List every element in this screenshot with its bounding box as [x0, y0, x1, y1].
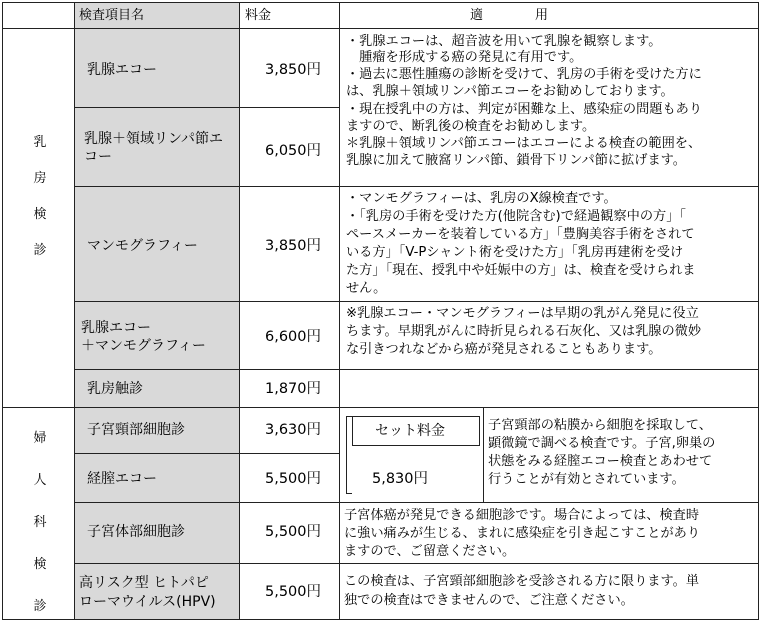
row-cervical-cytology-price-cell: [239, 407, 340, 454]
category-breast-label: 乳 房 検 診: [33, 135, 47, 258]
desc-breast-echo-line: は、乳腺＋領域リンパ節エコーをお勧めしております。: [346, 84, 674, 99]
header-price: 料金: [245, 8, 272, 23]
set-price-label: セット料金: [375, 423, 445, 439]
row-palpation-name: 乳房触診: [87, 381, 143, 397]
desc-breast-echo-line: ・現在授乳中の方は、判定が困難な上、感染症の問題もあり: [346, 102, 703, 117]
desc-hpv-cell: [339, 563, 759, 620]
desc-mammography-line: ・「乳房の手術を受けた方(他院含む)で経過観察中の方」「: [346, 209, 686, 224]
row-cervical-cytology-name: 子宮頸部細胞診: [87, 422, 185, 438]
row-palpation-price: 1,870円: [264, 381, 321, 397]
header-blank-cell: [2, 2, 75, 29]
desc-breast-echo-line: ますので、断乳後の検査をお勧めします。: [346, 119, 596, 134]
header-usage: 適 用: [470, 8, 549, 23]
row-mammography-price-cell: [239, 186, 340, 302]
row-echo-mammo-name-line2: ＋マンモグラフィー: [81, 338, 206, 354]
desc-mammography-line: せん。: [346, 281, 387, 296]
desc-echo-mammo-line: な引きつれなどから癌が発見されることもあります。: [346, 342, 662, 357]
row-breast-lymph-echo-name-line1: 乳腺＋領域リンパ節エ: [84, 131, 224, 147]
row-cervical-cytology-price: 3,630円: [264, 422, 321, 438]
row-endometrial-cytology-name-cell: [74, 502, 240, 564]
row-breast-echo-name-cell: [74, 28, 240, 108]
desc-cervical-cell: [483, 407, 759, 503]
row-hpv-name-cell: [74, 563, 240, 620]
row-transvaginal-echo-price: 5,500円: [264, 471, 321, 487]
set-price-value: 5,830円: [372, 471, 429, 487]
row-hpv-price-cell: [239, 563, 340, 620]
desc-cervical-line: 行うことが有効とされています。: [488, 472, 685, 487]
desc-mammography-line: いる方」「V-Pシャント術を受けた方」「乳房再建術を受け: [346, 245, 684, 260]
header-price-cell: [239, 2, 340, 29]
desc-echo-mammo-line: ちます。早期乳がんに時折見られる石灰化、又は乳腺の微妙: [346, 324, 702, 339]
desc-cervical-line: 状態をみる経膣エコー検査とあわせて: [488, 454, 713, 469]
desc-mammography-line: ペースメーカーを装着している方」「豊胸美容手術をされて: [346, 227, 695, 242]
row-mammography-name: マンモグラフィー: [87, 238, 198, 254]
desc-cervical-line: 子宮頸部の粘膜から細胞を採取して、: [488, 418, 712, 433]
desc-cervical-line: 顕微鏡で調べる検査です。子宮,卵巣の: [488, 436, 716, 451]
row-hpv-name-line1: 高リスク型 ヒトパピ: [79, 575, 209, 591]
row-breast-echo-price-cell: [239, 28, 340, 108]
row-transvaginal-echo-price-cell: [239, 453, 340, 503]
desc-breast-echo-cell: [339, 28, 759, 187]
row-echo-mammo-price: 6,600円: [264, 329, 321, 345]
desc-palpation-cell: [339, 369, 759, 408]
desc-breast-echo-line: ・過去に悪性腫瘍の診断を受けて、乳房の手術を受けた方に: [346, 67, 702, 82]
row-echo-mammo-name-line1: 乳腺エコー: [81, 320, 151, 336]
row-breast-echo-price: 3,850円: [264, 62, 321, 78]
row-breast-echo-name: 乳腺エコー: [87, 62, 157, 78]
desc-echo-mammo-line: ※乳腺エコー・マンモグラフィーは早期の乳がん発見に役立: [346, 306, 699, 321]
desc-endometrial-cell: [339, 502, 759, 564]
row-breast-lymph-echo-price: 6,050円: [264, 143, 321, 159]
desc-mammography-line: ・マンモグラフィーは、乳房のX線検査です。: [346, 191, 617, 206]
row-endometrial-cytology-price-cell: [239, 502, 340, 564]
row-transvaginal-echo-name: 経膣エコー: [87, 471, 157, 487]
category-gyn-cell: [2, 407, 75, 620]
desc-hpv-line: 独での検査はできませんので、ご注意ください。: [344, 593, 634, 608]
header-item-name-cell: [74, 2, 240, 29]
row-echo-mammo-price-cell: [239, 301, 340, 370]
set-price-cell: [339, 407, 484, 503]
row-endometrial-cytology-name: 子宮体部細胞診: [87, 524, 185, 540]
header-usage-cell: [339, 2, 759, 29]
row-transvaginal-echo-name-cell: [74, 453, 240, 503]
desc-mammography-cell: [339, 186, 759, 302]
desc-breast-echo-line: ＊乳腺＋領域リンパ節エコーはエコーによる検査の範囲を、: [346, 136, 702, 151]
row-breast-lymph-echo-price-cell: [239, 107, 340, 187]
desc-breast-echo-line: 乳腺に加えて腋窩リンパ節、鎖骨下リンパ節に拡げます。: [346, 153, 686, 168]
row-mammography-price: 3,850円: [264, 238, 321, 254]
desc-endometrial-line: ますので、ご留意ください。: [344, 544, 516, 559]
row-echo-mammo-name-cell: [74, 301, 240, 370]
category-breast-cell: [2, 28, 75, 408]
header-item-name: 検査項目名: [79, 8, 145, 23]
desc-hpv-line: この検査は、子宮頸部細胞診を受診される方に限ります。単: [344, 574, 700, 589]
row-breast-lymph-echo-name-line2: コー: [84, 149, 112, 165]
desc-endometrial-line: に強い痛みが生じる、まれに感染症を引き起こすことがあり: [344, 526, 701, 541]
desc-breast-echo-line: ・乳腺エコーは、超音波を用いて乳腺を観察します。: [346, 34, 662, 49]
row-breast-lymph-echo-name-cell: [74, 107, 240, 187]
row-hpv-price: 5,500円: [264, 584, 321, 600]
row-palpation-name-cell: [74, 369, 240, 408]
row-mammography-name-cell: [74, 186, 240, 302]
set-price-label-box: [352, 416, 480, 446]
desc-breast-echo-line: 腫瘤を形成する癌の発見に有用です。: [346, 50, 583, 65]
row-hpv-name-line2: ローマウイルス(HPV): [79, 594, 216, 610]
row-endometrial-cytology-price: 5,500円: [264, 524, 321, 540]
row-palpation-price-cell: [239, 369, 340, 408]
row-cervical-cytology-name-cell: [74, 407, 240, 454]
category-gyn-label: 婦 人 科 検 診: [33, 431, 47, 614]
desc-mammography-line: た方」「現在、授乳中や妊娠中の方」は、検査を受けられま: [346, 263, 696, 278]
desc-endometrial-line: 子宮体癌が発見できる細胞診です。場合によっては、検査時: [344, 508, 700, 523]
desc-echo-mammo-cell: [339, 301, 759, 370]
